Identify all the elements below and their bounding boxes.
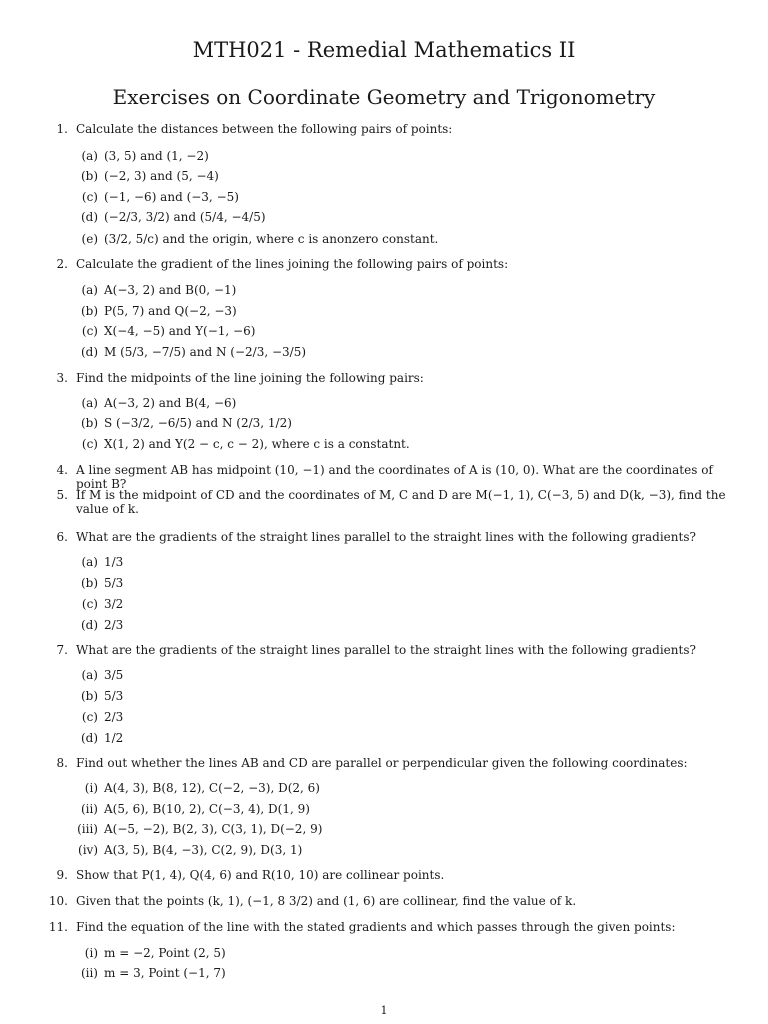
part-label: (ii) [80, 802, 98, 816]
part-text: A(3, 5), B(4, −3), C(2, 9), D(3, 1) [104, 843, 303, 857]
part-text: 5/3 [104, 576, 124, 590]
part-label: (d) [80, 618, 98, 632]
part-label: (c) [81, 437, 98, 451]
question-text: Find the midpoints of the line joining the following pairs: [76, 371, 424, 385]
part-text: (3/2, 5/c) and the origin, where c is anonzero constant. [104, 232, 439, 246]
part-text: A(5, 6), B(10, 2), C(−3, 4), D(1, 9) [104, 802, 310, 816]
part-label: (i) [84, 781, 98, 795]
question-number: 3. [56, 371, 68, 385]
part-label: (c) [81, 324, 98, 338]
part-text: 1/2 [104, 731, 124, 745]
question-number: 9. [56, 868, 68, 882]
part-label: (a) [81, 555, 98, 569]
part-text: (−2, 3) and (5, −4) [104, 169, 219, 183]
question-number: 1. [56, 122, 68, 136]
part-label: (c) [81, 710, 98, 724]
part-label: (a) [81, 668, 98, 682]
part-label: (e) [81, 232, 98, 246]
part-text: 2/3 [104, 710, 124, 724]
part-text: A(−3, 2) and B(4, −6) [104, 396, 237, 410]
part-label: (a) [81, 283, 98, 297]
question-text: Show that P(1, 4), Q(4, 6) and R(10, 10) are collinear points. [76, 868, 445, 882]
question-text: A line segment AB has midpoint (10, −1) and the coordinates of A is (10, 0). What are the coordinates of point B? [76, 463, 713, 491]
question-text: Given that the points (k, 1), (−1, 8 3/2) and (1, 6) are collinear, find the value of k. [76, 894, 577, 908]
part-label: (ii) [80, 966, 98, 980]
part-text: 2/3 [104, 618, 124, 632]
question-number: 7. [56, 643, 68, 657]
part-text: X(−4, −5) and Y(−1, −6) [104, 324, 256, 338]
part-text: M (5/3, −7/5) and N (−2/3, −3/5) [104, 345, 307, 359]
part-text: 1/3 [104, 555, 124, 569]
question-text: What are the gradients of the straight lines parallel to the straight lines with the following gradients? [76, 643, 696, 657]
part-label: (d) [80, 210, 98, 224]
part-label: (b) [80, 169, 98, 183]
question-number: 2. [56, 257, 68, 271]
part-text: (−1, −6) and (−3, −5) [104, 190, 239, 204]
part-text: 5/3 [104, 689, 124, 703]
part-label: (iii) [77, 822, 98, 836]
part-text: P(5, 7) and Q(−2, −3) [104, 304, 237, 318]
part-text: (−2/3, 3/2) and (5/4, −4/5) [104, 210, 266, 224]
part-label: (c) [81, 597, 98, 611]
part-label: (iv) [78, 843, 98, 857]
part-text: S (−3/2, −6/5) and N (2/3, 1/2) [104, 416, 292, 430]
part-text: m = −2, Point (2, 5) [104, 946, 226, 960]
part-text: (3, 5) and (1, −2) [104, 149, 209, 163]
part-label: (a) [81, 149, 98, 163]
part-text: A(−3, 2) and B(0, −1) [104, 283, 237, 297]
question-text: Calculate the distances between the following pairs of points: [76, 122, 453, 136]
part-text: A(4, 3), B(8, 12), C(−2, −3), D(2, 6) [104, 781, 320, 795]
question-number: 5. [56, 488, 68, 502]
part-label: (a) [81, 396, 98, 410]
part-label: (b) [80, 416, 98, 430]
page-number: 1 [380, 1004, 388, 1017]
question-text: Find out whether the lines AB and CD are parallel or perpendicular given the following coordinates: [76, 756, 688, 770]
part-label: (d) [80, 731, 98, 745]
question-number: 6. [56, 530, 68, 544]
part-label: (c) [81, 190, 98, 204]
question-text: What are the gradients of the straight lines parallel to the straight lines with the following gradients? [76, 530, 696, 544]
part-label: (b) [80, 304, 98, 318]
document-title: Exercises on Coordinate Geometry and Trigonometry [112, 85, 656, 109]
question-number: 4. [56, 463, 68, 477]
question-number: 10. [48, 894, 68, 908]
part-text: m = 3, Point (−1, 7) [104, 966, 226, 980]
question-text: Calculate the gradient of the lines joining the following pairs of points: [76, 257, 509, 271]
part-text: 3/2 [104, 597, 124, 611]
question-number: 8. [56, 756, 68, 770]
part-label: (b) [80, 689, 98, 703]
part-label: (i) [84, 946, 98, 960]
part-label: (b) [80, 576, 98, 590]
question-text: If M is the midpoint of CD and the coordinates of M, C and D are M(−1, 1), C(−3, 5) and D(k, −3), find the value of k. [76, 488, 726, 516]
part-label: (d) [80, 345, 98, 359]
question-text: Find the equation of the line with the stated gradients and which passes through the given points: [76, 920, 676, 934]
course-title: MTH021 - Remedial Mathematics II [192, 38, 576, 62]
part-text: X(1, 2) and Y(2 − c, c − 2), where c is a constatnt. [104, 437, 410, 451]
part-text: 3/5 [104, 668, 124, 682]
part-text: A(−5, −2), B(2, 3), C(3, 1), D(−2, 9) [104, 822, 323, 836]
question-number: 11. [48, 920, 68, 934]
